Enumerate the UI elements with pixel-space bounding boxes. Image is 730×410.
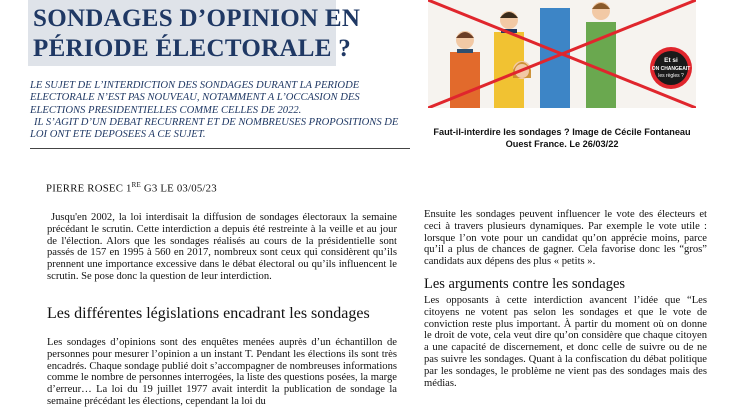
- svg-text:les règles ?: les règles ?: [658, 73, 684, 79]
- byline-date: G3 LE 03/05/23: [140, 182, 217, 195]
- poll-bar-1: [450, 52, 480, 108]
- candidate-figure-3: [592, 2, 610, 20]
- poll-illustration: [428, 0, 696, 108]
- left-paragraph-1: Jusqu'en 2002, la loi interdisait la diffusion de sondages électoraux la semaine précédant le scrutin. Cette interdiction a depuis été restreinte à la veille et au jour de l'élection. Alors que les sondages réalisés au cours de la présidentielle sont passés de 157 en 1995 à 560 en 2017, nombreux sont ceux qui considèrent qu’ils prennent une importance excessive dans le débat électoral ou qu’ils influencent le scrutin. Se pose donc la question de leur interdiction.: [47, 212, 397, 282]
- section-heading-legislation: Les différentes législations encadrant les sondages: [47, 305, 370, 322]
- byline-author: PIERRE ROSEC 1: [46, 182, 132, 195]
- svg-text:Et si: Et si: [664, 57, 678, 64]
- crossed-out-poll-image: [428, 0, 696, 108]
- intro-paragraph-1: LE SUJET DE L’INTERDICTION DES SONDAGES DURANT LA PERIODE ELECTORALE N’EST PAS NOUVEAU, NOTAMMENT A L’OCCASION DES ELECTIONS PRESIDENTIELLES COMME CELLES DE 2022.: [30, 80, 360, 116]
- page-title-line-1: SONDAGES D’OPINION EN: [33, 5, 361, 32]
- page-title-line-2: PÉRIODE ÉLECTORALE ?: [33, 35, 352, 62]
- intro-summary: [30, 80, 415, 141]
- intro-paragraph-2: IL S’AGIT D’UN DEBAT RECURRENT ET DE NOMBREUSES PROPOSITIONS DE LOI ONT ETE DEPOSEES A CE SUJET.: [30, 116, 399, 141]
- byline-sup: RE: [131, 181, 141, 189]
- left-paragraph-2: Les sondages d’opinions sont des enquêtes menées auprès d’un échantillon de personnes pour mesurer l’opinion a un instant T. Pendant les élections ils sont très encadrés. Chaque sondage publié doit s’accompagner de nombreuses informations comme le nombre de personnes interrogées, la liste des questions posées, la marge d’erreur… La loi du 19 juillet 1977 avait interdit la publication de sondage la semaine précédant les élections, cependant la loi du: [47, 337, 397, 407]
- image-caption: [424, 127, 700, 150]
- section-divider: [30, 148, 410, 149]
- badge-logo: [650, 47, 692, 89]
- caption-line-2: Ouest France. Le 26/03/22: [505, 138, 619, 149]
- right-paragraph-1: Ensuite les sondages peuvent influencer le vote des électeurs et ceci à travers plusieurs dynamiques. Par exemple le vote utile : lorsque l’on vote pour un candidat qu’on apprécie moins, parce qu’il a plus de chances de gagner. Cela favorise donc les “gros” candidats aux dépens des plus « petits ».: [424, 209, 707, 268]
- section-heading-arguments-against: Les arguments contre les sondages: [424, 276, 626, 292]
- author-byline: [46, 181, 217, 195]
- caption-line-1: Faut-il-interdire les sondages ? Image de Cécile Fontaneau: [433, 127, 691, 137]
- candidate-figure-1: [456, 31, 474, 53]
- right-paragraph-2: Les opposants à cette interdiction avancent l’idée que “Les citoyens ne votent pas selon les sondages et que le vote de conviction reste plus important. À partir du moment où on donne le droit de vote, cela veut dire qu’on considère que chaque citoyen a une capacité de discernement, et donc celle de suivre ou de ne pas suivre les sondages. Quant à la confiscation du débat politique par les sondages, le problème ne vient pas des sondages mais des médias.: [424, 295, 707, 389]
- svg-text:ON CHANGEAIT: ON CHANGEAIT: [651, 66, 691, 72]
